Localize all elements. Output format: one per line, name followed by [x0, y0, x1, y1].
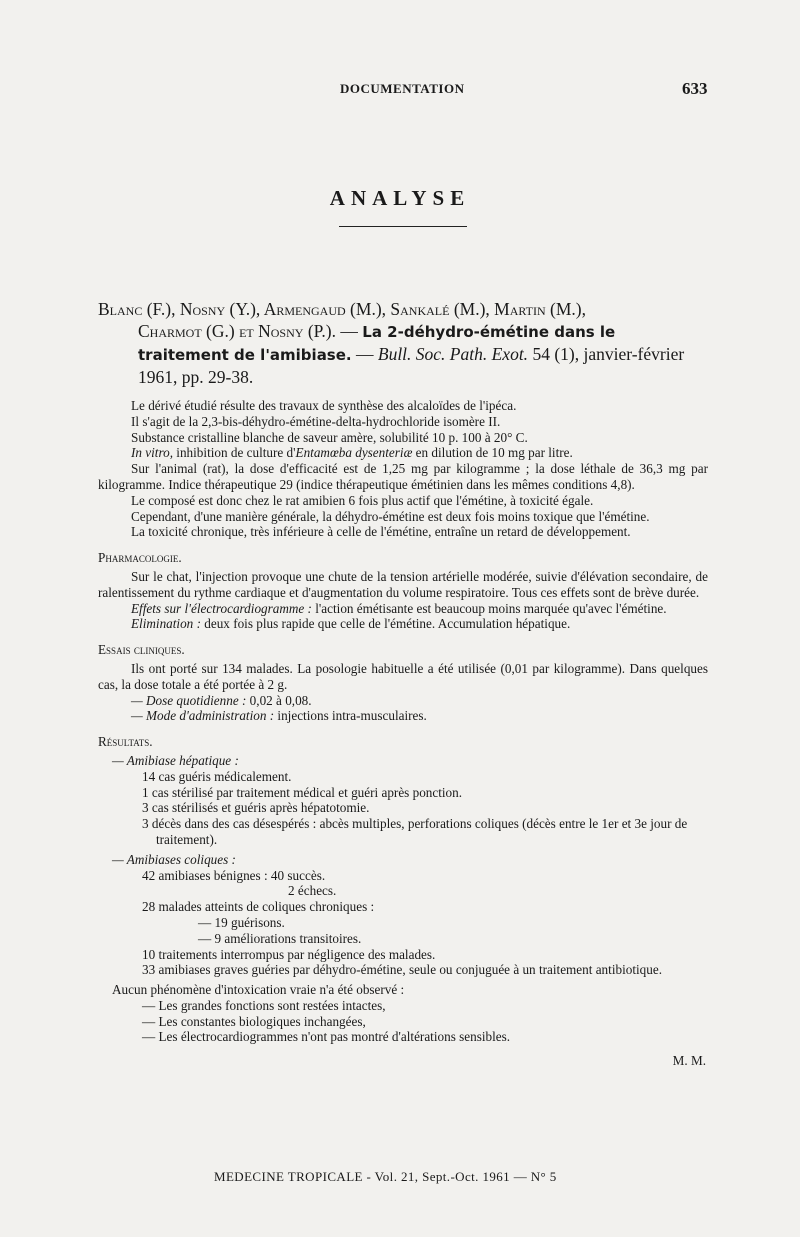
ecg-paragraph [98, 601, 708, 617]
essais-heading: Essais cliniques. [98, 642, 185, 658]
rat-paragraph: Le composé est donc chez le rat amibien 6 fois plus actif que l'émétine, à toxicité égale. [131, 492, 594, 508]
conclusion-lead: Aucun phénomène d'intoxication vraie n'a été observé : [112, 982, 405, 998]
citation-dash: — [356, 344, 374, 364]
conclusion-item: — Les grandes fonctions sont restées intactes, [142, 997, 386, 1013]
benignes-line: 42 amibiases bénignes : 40 succès. [142, 867, 326, 883]
pharmacologie-paragraph: Sur le chat, l'injection provoque une chute de la tension artérielle modérée, suivie d'élévation secondaire, de ralentissement du rythme cardiaque et d'augmentation du volume respiratoire. Tous ces effets sont de brève durée. [98, 568, 708, 600]
in-vitro-label: In vitro, [131, 445, 173, 461]
resultats-heading: Résultats. [98, 734, 153, 750]
animal-paragraph: Sur l'animal (rat), la dose d'efficacité est de 1,25 mg par kilogramme ; la dose léthale de 36,3 mg par kilogramme. Indice thérapeutique 29 (indice thérapeutique émétinien dans les mêmes conditions 4,8). [98, 461, 708, 492]
essais-paragraph: Ils ont porté sur 134 malades. La posologie habituelle a été utilisée (0,01 par kilogramme). Dans quelques cas, la dose totale a été portée à 2 g. [98, 660, 708, 692]
list-item: 3 décès dans des cas désespérés : abcès multiples, perforations coliques (décès entre le 1er et 3e jour de traitement). [142, 816, 688, 847]
list-item: 1 cas stérilisé par traitement médical et guéri après ponction. [142, 784, 463, 800]
list-item: 14 cas guéris médicalement. [142, 768, 292, 784]
running-header: DOCUMENTATION [340, 81, 465, 96]
intro-line: Le dérivé étudié résulte des travaux de synthèse des alcaloïdes de l'ipéca. [131, 398, 517, 413]
list-item: 3 cas stérilisés et guéris après hépatotomie. [142, 800, 370, 816]
ameliorations-line: — 9 améliorations transitoires. [198, 930, 362, 946]
title-underline [339, 226, 467, 227]
intro-line: Il s'agit de la 2,3-bis-déhydro-émétine-delta-hydrochloride isomère II. [131, 413, 501, 429]
dose-line [98, 693, 708, 709]
guerisons-line: — 19 guérisons. [198, 914, 285, 930]
in-vitro-text: inhibition de culture d' [173, 445, 296, 461]
interrompus-line: 10 traitements interrompus par négligence des malades. [142, 946, 436, 962]
elimination-paragraph [98, 616, 708, 632]
in-vitro-paragraph [98, 445, 708, 461]
article-body [98, 398, 708, 1069]
elimination-label: Elimination : [131, 616, 201, 632]
hepatique-label: — Amibiase hépatique : [112, 752, 239, 768]
rat-paragraph: Cependant, d'une manière générale, la déhydro-émétine est deux fois moins toxique que l'émétine. [131, 508, 650, 524]
in-vitro-text-end: en dilution de 10 mg par litre. [412, 445, 573, 461]
journal-details: 54 (1), janvier-février 1961, pp. 29-38. [138, 344, 685, 387]
citation [98, 298, 708, 388]
citation-continuation [98, 320, 708, 388]
mode-text: injections intra-musculaires. [274, 708, 427, 724]
ecg-label: Effets sur l'électrocardiogramme : [131, 600, 312, 616]
conclusion-item: — Les constantes biologiques inchangées, [142, 1013, 366, 1029]
intro-line: Substance cristalline blanche de saveur amère, solubilité 10 p. 100 à 20° C. [131, 429, 528, 445]
citation-authors-line1: Blanc (F.), Nosny (Y.), Armengaud (M.), Sankalé (M.), Martin (M.), [98, 299, 587, 319]
echecs-line: 2 échecs. [288, 883, 337, 899]
mode-label: — Mode d'administration : [131, 708, 275, 724]
dose-label: — Dose quotidienne : [131, 692, 247, 708]
journal-footer: MEDECINE TROPICALE - Vol. 21, Sept.-Oct. 1961 — N° 5 [214, 1169, 557, 1184]
mode-line [98, 708, 708, 724]
page-number: 633 [682, 79, 708, 98]
signature: M. M. [672, 1053, 706, 1069]
conclusion-item: — Les électrocardiogrammes n'ont pas montré d'altérations sensibles. [142, 1029, 511, 1045]
coliques-label: — Amibiases coliques : [112, 851, 236, 867]
chroniques-line: 28 malades atteints de coliques chroniques : [142, 899, 375, 915]
species-name: Entamœba dysenteriæ [295, 445, 413, 461]
ecg-text: l'action émétisante est beaucoup moins marquée qu'avec l'émétine. [311, 600, 667, 616]
journal-name: Bull. Soc. Path. Exot. [377, 344, 529, 364]
article-title: La 2-déhydro-émétine dans le traitement de l'amibiase. [138, 323, 616, 364]
pharmacologie-heading: Pharmacologie. [98, 550, 182, 566]
elimination-text: deux fois plus rapide que celle de l'émétine. Accumulation hépatique. [200, 616, 571, 632]
rat-paragraph: La toxicité chronique, très inférieure à celle de l'émétine, entraîne un retard de développement. [131, 524, 631, 540]
graves-line: 33 amibiases graves guéries par déhydro-émétine, seule ou conjuguée à un traitement antibiotique. [142, 962, 662, 978]
section-title: ANALYSE [329, 186, 471, 210]
citation-authors-line2: Charmot (G.) et Nosny (P.). — [138, 321, 358, 341]
hepatique-list [98, 769, 708, 848]
dose-text: 0,02 à 0,08. [246, 692, 312, 708]
